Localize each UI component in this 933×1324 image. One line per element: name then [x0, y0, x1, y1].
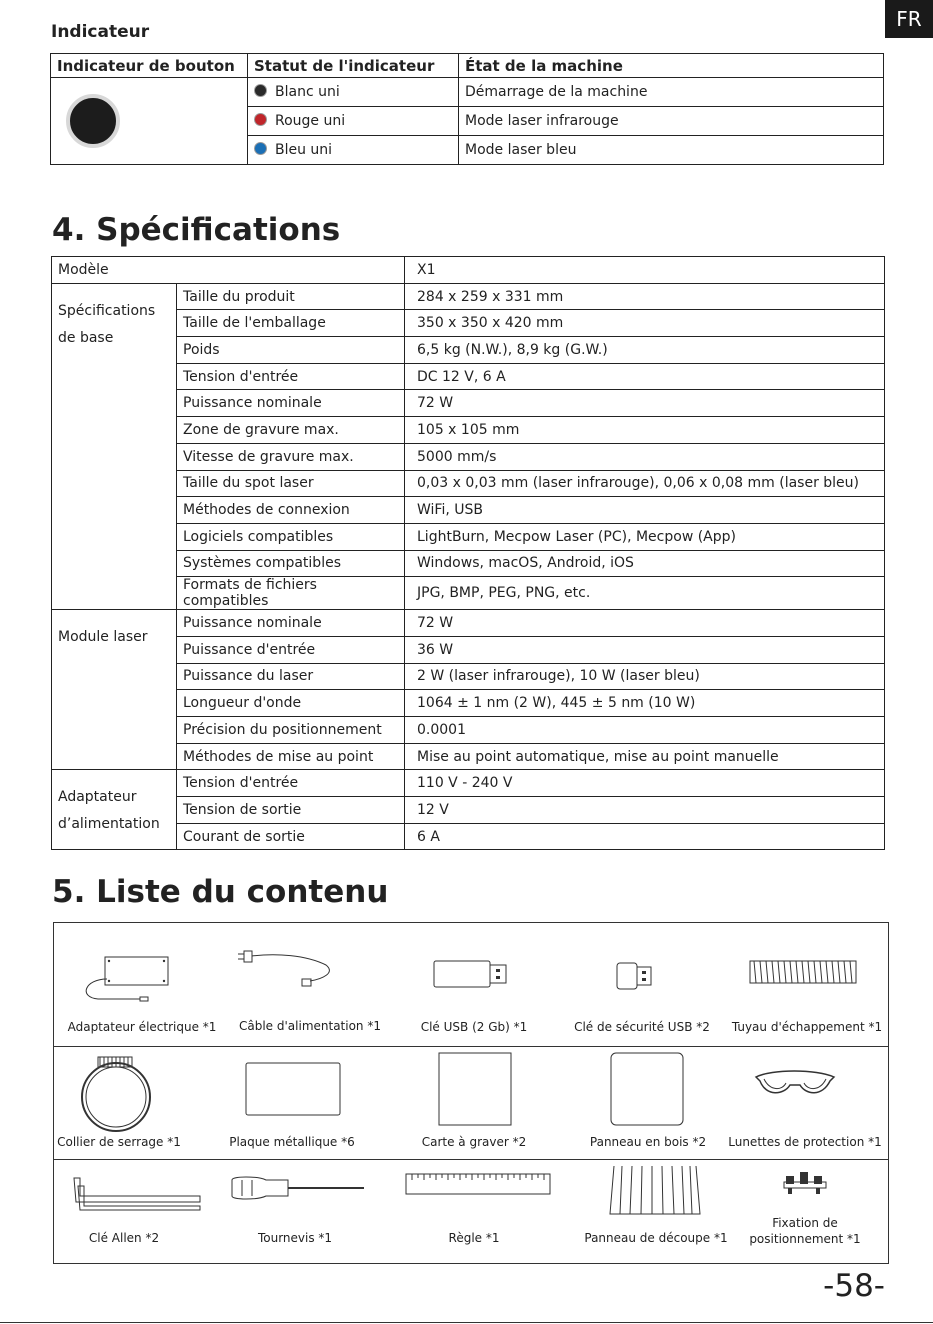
header-button-indicator: Indicateur de bouton [51, 54, 248, 78]
positioning-fixture-icon [782, 1170, 828, 1196]
contents-item-label: Clé de sécurité USB *2 [574, 1020, 710, 1034]
spec-group-name [52, 610, 177, 770]
contents-title: 5. Liste du contenu [52, 874, 389, 910]
spec-row [52, 770, 885, 797]
spec-value: 110 V - 240 V [405, 770, 885, 797]
contents-item [216, 1047, 368, 1159]
spec-row [52, 310, 885, 337]
contents-item [558, 923, 726, 1046]
status-dot-icon [254, 142, 267, 155]
spec-label: Puissance d'entrée [177, 636, 405, 663]
button-indicator-cell [51, 78, 248, 165]
metal-plate-icon [244, 1061, 342, 1117]
safety-glasses-icon [752, 1067, 838, 1103]
spec-value: 12 V [405, 797, 885, 824]
status-dot-icon [254, 84, 267, 97]
spec-row [52, 337, 885, 364]
engraving-card-icon [437, 1051, 513, 1127]
spec-value: 5000 mm/s [405, 443, 885, 470]
spec-row [52, 663, 885, 690]
spec-value: 36 W [405, 636, 885, 663]
model-label: Modèle [52, 257, 405, 284]
spec-row [52, 363, 885, 390]
contents-item-label: Panneau en bois *2 [589, 1135, 707, 1149]
status-cell [248, 107, 459, 136]
contents-item [578, 1160, 734, 1263]
language-badge: FR [885, 0, 933, 38]
contents-item [726, 923, 888, 1046]
spec-row [52, 283, 885, 310]
spec-row [52, 743, 885, 770]
spec-row [52, 823, 885, 850]
spec-label: Taille de l'emballage [177, 310, 405, 337]
spec-group-name-line: de base [58, 329, 114, 346]
status-text: Bleu uni [275, 142, 333, 158]
contents-item-label: Carte à graver *2 [421, 1135, 527, 1149]
spec-label: Poids [177, 337, 405, 364]
usb-security-key-icon [615, 961, 659, 993]
spec-label: Puissance du laser [177, 663, 405, 690]
spec-value: 0.0001 [405, 717, 885, 744]
spec-value: WiFi, USB [405, 497, 885, 524]
spec-value: LightBurn, Mecpow Laser (PC), Mecpow (App) [405, 523, 885, 550]
contents-item [220, 1160, 370, 1263]
state-cell: Démarrage de la machine [459, 78, 884, 107]
contents-item-label: Câble d'alimentation *1 [239, 1019, 381, 1033]
contents-item-label: Lunettes de protection *1 [728, 1135, 882, 1149]
bottom-divider [0, 1322, 933, 1323]
contents-item-label: Clé USB (2 Gb) *1 [420, 1020, 528, 1034]
cutting-panel-icon [608, 1164, 704, 1216]
spec-value: JPG, BMP, PEG, PNG, etc. [405, 577, 885, 610]
hose-clamp-icon [76, 1053, 160, 1133]
spec-label: Tension d'entrée [177, 770, 405, 797]
spec-label: Courant de sortie [177, 823, 405, 850]
spec-value: DC 12 V, 6 A [405, 363, 885, 390]
spec-label: Tension d'entrée [177, 363, 405, 390]
button-indicator-icon [66, 94, 120, 148]
specs-title: 4. Spécifications [52, 212, 341, 248]
contents-item-label: Tuyau d'échappement *1 [731, 1020, 883, 1034]
contents-item [400, 1047, 548, 1159]
spec-label: Puissance nominale [177, 610, 405, 637]
spec-value: 6 A [405, 823, 885, 850]
spec-label: Logiciels compatibles [177, 523, 405, 550]
contents-item [54, 923, 230, 1046]
status-text: Rouge uni [275, 113, 346, 129]
header-indicator-status: Statut de l'indicateur [248, 54, 459, 78]
spec-label: Longueur d'onde [177, 690, 405, 717]
spec-value: 1064 ± 1 nm (2 W), 445 ± 5 nm (10 W) [405, 690, 885, 717]
spec-value: 284 x 259 x 331 mm [405, 283, 885, 310]
exhaust-hose-icon [748, 957, 860, 987]
spec-row [52, 636, 885, 663]
contents-row [54, 1047, 888, 1160]
spec-label: Méthodes de connexion [177, 497, 405, 524]
spec-label: Taille du spot laser [177, 470, 405, 497]
contents-item [54, 1047, 184, 1159]
spec-row [52, 417, 885, 444]
contents-item-label: Collier de serrage *1 [57, 1135, 181, 1149]
contents-item-label: Adaptateur électrique *1 [67, 1020, 217, 1034]
spec-group-name-line: Module laser [58, 629, 148, 646]
state-cell: Mode laser bleu [459, 136, 884, 165]
status-text: Blanc uni [275, 84, 340, 100]
spec-label: Vitesse de gravure max. [177, 443, 405, 470]
contents-item-label: positionnement *1 [749, 1232, 861, 1246]
power-cable-icon [236, 945, 336, 993]
screwdriver-icon [228, 1174, 368, 1202]
contents-item [734, 1160, 876, 1263]
spec-group-name [52, 283, 177, 610]
allen-key-icon [70, 1174, 206, 1220]
contents-item [54, 1160, 194, 1263]
spec-value: Windows, macOS, Android, iOS [405, 550, 885, 577]
page-number: -58- [823, 1268, 885, 1304]
spec-group-name-line: Spécifications [58, 302, 156, 319]
contents-grid [53, 922, 889, 1264]
spec-value: 72 W [405, 610, 885, 637]
spec-label: Formats de fichiers compatibles [177, 577, 405, 610]
spec-label: Puissance nominale [177, 390, 405, 417]
state-cell: Mode laser infrarouge [459, 107, 884, 136]
spec-row [52, 690, 885, 717]
status-dot-icon [254, 113, 267, 126]
spec-label: Tension de sortie [177, 797, 405, 824]
contents-item [390, 923, 558, 1046]
spec-value: 0,03 x 0,03 mm (laser infrarouge), 0,06 x 0,08 mm (laser bleu) [405, 470, 885, 497]
spec-row [52, 470, 885, 497]
spec-label: Systèmes compatibles [177, 550, 405, 577]
spec-group-name-line: Adaptateur [58, 789, 137, 806]
usb-key-icon [432, 959, 512, 991]
spec-group-name-line: d’alimentation [58, 816, 160, 833]
contents-item-label: Clé Allen *2 [88, 1231, 160, 1245]
contents-row [54, 1160, 888, 1263]
spec-value: 6,5 kg (N.W.), 8,9 kg (G.W.) [405, 337, 885, 364]
spec-row [52, 797, 885, 824]
specs-table [51, 256, 885, 850]
spec-label: Zone de gravure max. [177, 417, 405, 444]
contents-item-label: Panneau de découpe *1 [584, 1231, 728, 1245]
spec-row [52, 443, 885, 470]
model-value: X1 [405, 257, 885, 284]
spec-group-name [52, 770, 177, 850]
contents-item-label: Plaque métallique *6 [229, 1135, 355, 1149]
spec-label: Taille du produit [177, 283, 405, 310]
indicator-title: Indicateur [51, 22, 150, 42]
spec-row [52, 390, 885, 417]
status-cell [248, 78, 459, 107]
spec-row [52, 523, 885, 550]
ruler-icon [404, 1172, 552, 1196]
spec-row [52, 577, 885, 610]
spec-label: Précision du positionnement [177, 717, 405, 744]
contents-row [54, 923, 888, 1047]
spec-row [52, 550, 885, 577]
contents-item-label: Fixation de [772, 1216, 838, 1230]
power-adapter-icon [80, 953, 175, 1005]
spec-value: 72 W [405, 390, 885, 417]
contents-item [400, 1160, 548, 1263]
contents-item [230, 923, 390, 1046]
wood-panel-icon [609, 1051, 687, 1127]
status-cell [248, 136, 459, 165]
indicator-table [50, 53, 884, 165]
spec-value: 2 W (laser infrarouge), 10 W (laser bleu) [405, 663, 885, 690]
contents-item [722, 1047, 888, 1159]
header-machine-state: État de la machine [459, 54, 884, 78]
contents-item-label: Tournevis *1 [257, 1231, 333, 1245]
spec-row [52, 717, 885, 744]
spec-value: 350 x 350 x 420 mm [405, 310, 885, 337]
spec-row [52, 610, 885, 637]
spec-value: 105 x 105 mm [405, 417, 885, 444]
spec-label: Méthodes de mise au point [177, 743, 405, 770]
spec-row [52, 497, 885, 524]
contents-item [574, 1047, 722, 1159]
spec-value: Mise au point automatique, mise au point manuelle [405, 743, 885, 770]
contents-item-label: Règle *1 [448, 1231, 500, 1245]
